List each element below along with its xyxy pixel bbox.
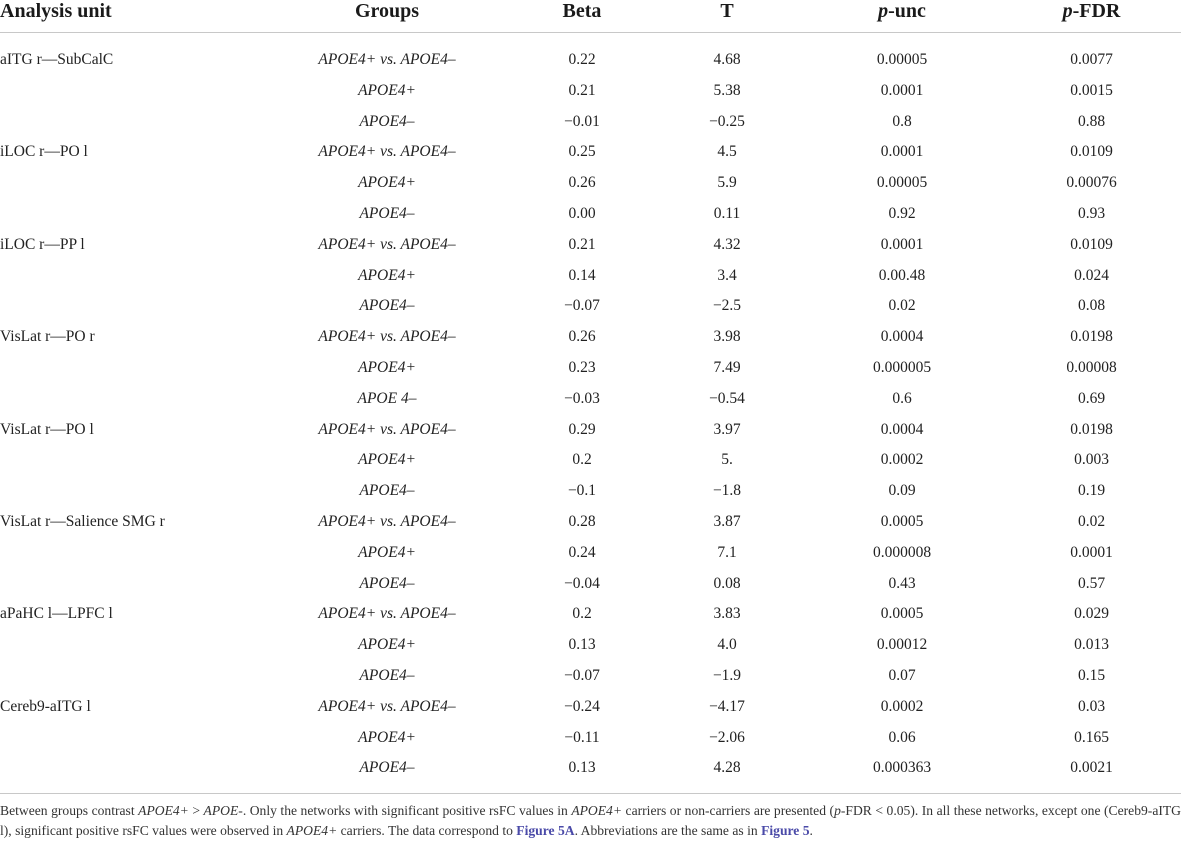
cell-t: −2.5 <box>712 297 742 315</box>
header-row <box>0 0 1181 33</box>
footnote-text: carriers. The data correspond to <box>337 823 517 838</box>
cell-p-unc: 0.00012 <box>876 636 928 654</box>
cell-analysis-unit <box>0 107 262 138</box>
cell-group: APOE4+ <box>358 451 416 469</box>
cell-p-unc: 0.00005 <box>876 174 928 192</box>
cell-analysis-unit <box>0 538 262 569</box>
cell-t: 0.11 <box>713 204 741 222</box>
cell-p-unc: 0.0001 <box>880 235 924 253</box>
table-row <box>0 261 1181 292</box>
cell-p-fdr: 0.0109 <box>1070 235 1113 253</box>
cell-p-unc: 0.07 <box>888 666 916 684</box>
cell-p-unc: 0.000005 <box>872 358 932 376</box>
cell-analysis-unit <box>0 476 262 507</box>
footnote-apoe4-plus: APOE4+ <box>571 803 623 818</box>
table-footnote <box>0 801 1181 841</box>
cell-p-unc: 0.92 <box>888 204 916 222</box>
table-row <box>0 353 1181 384</box>
cell-group: APOE4+ <box>358 358 416 376</box>
cell-t: 7.49 <box>713 358 741 376</box>
cell-analysis-unit <box>0 199 262 230</box>
cell-group: APOE4+ vs. APOE4– <box>318 328 456 346</box>
cell-p-fdr: 0.15 <box>1077 666 1106 684</box>
cell-analysis-unit <box>0 168 262 199</box>
table-header <box>0 0 1181 45</box>
table-row <box>0 291 1181 322</box>
cell-p-unc: 0.00005 <box>876 51 928 68</box>
header-spacer-cell <box>0 33 1181 46</box>
header-p-unc-suffix: -unc <box>888 0 926 22</box>
table-row <box>0 476 1181 507</box>
cell-group: APOE4+ <box>358 266 416 284</box>
cell-p-unc: 0.0004 <box>880 420 924 438</box>
cell-beta: 0.26 <box>568 328 596 346</box>
cell-beta: −0.03 <box>564 389 600 407</box>
cell-beta: −0.24 <box>564 697 600 715</box>
cell-t: 4.68 <box>713 51 741 68</box>
cell-p-fdr: 0.0198 <box>1070 420 1113 438</box>
cell-analysis-unit: aITG r—SubCalC <box>0 51 114 68</box>
table-row <box>0 630 1181 661</box>
cell-p-fdr: 0.024 <box>1074 266 1109 284</box>
cell-t: 7.1 <box>717 543 737 561</box>
cell-beta: 0.26 <box>568 174 596 192</box>
table-row <box>0 168 1181 199</box>
cell-p-unc: 0.0002 <box>880 697 924 715</box>
table-row <box>0 753 1181 784</box>
cell-beta: 0.13 <box>568 759 596 777</box>
table-row <box>0 76 1181 107</box>
footnote-text: carriers or non-carriers are presented ( <box>622 803 835 818</box>
cell-analysis-unit: VisLat r—Salience SMG r <box>0 512 165 530</box>
figure-5-link[interactable]: Figure 5 <box>761 823 810 838</box>
cell-beta: 0.24 <box>568 543 596 561</box>
footnote-apoe4-plus: APOE4+ <box>138 803 189 818</box>
cell-beta: 0.21 <box>568 81 596 99</box>
figure-5a-link[interactable]: Figure 5A <box>516 823 575 838</box>
header-p-unc-p: p <box>878 0 889 22</box>
header-spacer <box>0 33 1181 46</box>
cell-p-unc: 0.0001 <box>880 81 924 99</box>
cell-t: 3.98 <box>713 328 741 346</box>
header-t: T <box>652 0 802 33</box>
cell-analysis-unit <box>0 661 262 692</box>
cell-group: APOE4+ <box>358 543 416 561</box>
cell-group: APOE4– <box>359 204 415 222</box>
cell-t: 5.38 <box>713 81 741 99</box>
cell-p-unc: 0.0005 <box>880 605 924 623</box>
table-row <box>0 45 1181 76</box>
cell-group: APOE4+ <box>358 636 416 654</box>
cell-p-fdr: 0.93 <box>1077 204 1106 222</box>
cell-p-unc: 0.06 <box>888 728 916 746</box>
cell-p-unc: 0.02 <box>888 297 916 315</box>
footnote-apoe4-plus: APOE4+ <box>286 823 338 838</box>
cell-t: 3.4 <box>717 266 737 284</box>
cell-group: APOE4– <box>359 482 415 500</box>
cell-t: 4.0 <box>717 636 737 654</box>
footnote-text: . Abbreviations are the same as in <box>574 823 762 838</box>
cell-group: APOE4+ <box>358 174 416 192</box>
cell-group: APOE4+ vs. APOE4– <box>318 605 456 623</box>
cell-p-fdr: 0.00076 <box>1066 174 1117 192</box>
cell-analysis-unit <box>0 353 262 384</box>
cell-t: 4.5 <box>717 143 737 161</box>
table-row <box>0 692 1181 723</box>
footnote-apoe-minus: APOE- <box>203 803 243 818</box>
cell-p-unc: 0.0005 <box>880 512 924 530</box>
cell-beta: 0.29 <box>568 420 596 438</box>
header-beta: Beta <box>512 0 652 33</box>
cell-beta: 0.28 <box>568 512 596 530</box>
cell-beta: 0.2 <box>572 605 592 623</box>
table-row <box>0 445 1181 476</box>
cell-group: APOE4– <box>359 112 415 130</box>
cell-p-fdr: 0.0021 <box>1070 759 1113 777</box>
cell-p-fdr: 0.013 <box>1074 636 1109 654</box>
table-row <box>0 384 1181 415</box>
cell-group: APOE4+ vs. APOE4– <box>318 51 456 68</box>
cell-p-unc: 0.0002 <box>880 451 924 469</box>
cell-group: APOE4– <box>359 759 415 777</box>
cell-group: APOE4– <box>359 574 415 592</box>
cell-p-unc: 0.0004 <box>880 328 924 346</box>
table-row <box>0 230 1181 261</box>
table-row <box>0 723 1181 754</box>
cell-p-fdr: 0.029 <box>1074 605 1109 623</box>
cell-beta: 0.22 <box>568 51 596 68</box>
cell-analysis-unit <box>0 569 262 600</box>
cell-p-fdr: 0.165 <box>1074 728 1109 746</box>
table-body <box>0 45 1181 784</box>
cell-group: APOE4+ vs. APOE4– <box>318 235 456 253</box>
cell-t: 4.32 <box>713 235 741 253</box>
cell-analysis-unit: Cereb9-aITG l <box>0 697 91 715</box>
cell-group: APOE4+ vs. APOE4– <box>318 512 456 530</box>
cell-group: APOE4– <box>359 297 415 315</box>
cell-p-fdr: 0.0077 <box>1070 51 1113 68</box>
cell-p-unc: 0.000008 <box>872 543 932 561</box>
cell-beta: −0.07 <box>564 666 600 684</box>
footnote-text: Between groups contrast <box>0 803 139 818</box>
cell-analysis-unit <box>0 445 262 476</box>
cell-analysis-unit <box>0 753 262 784</box>
cell-p-unc: 0.00.48 <box>878 266 926 284</box>
cell-group: APOE4+ <box>358 728 416 746</box>
cell-beta: 0.00 <box>568 204 596 222</box>
cell-t: 3.97 <box>713 420 741 438</box>
cell-p-fdr: 0.88 <box>1077 112 1106 130</box>
table-row <box>0 507 1181 538</box>
cell-p-fdr: 0.57 <box>1077 574 1106 592</box>
cell-p-unc: 0.8 <box>892 112 912 130</box>
cell-analysis-unit: iLOC r—PP l <box>0 235 85 253</box>
cell-t: −2.06 <box>709 728 745 746</box>
cell-beta: 0.14 <box>568 266 596 284</box>
cell-p-unc: 0.09 <box>888 482 916 500</box>
table-row <box>0 661 1181 692</box>
cell-group: APOE4– <box>359 666 415 684</box>
cell-group: APOE 4– <box>357 389 417 407</box>
cell-beta: 0.23 <box>568 358 596 376</box>
table-row <box>0 322 1181 353</box>
cell-beta: 0.13 <box>568 636 596 654</box>
cell-t: −1.9 <box>712 666 742 684</box>
cell-analysis-unit <box>0 384 262 415</box>
cell-p-fdr: 0.0001 <box>1070 543 1113 561</box>
header-p-fdr-suffix: -FDR <box>1072 0 1121 22</box>
cell-t: 4.28 <box>713 759 741 777</box>
cell-p-unc: 0.43 <box>888 574 916 592</box>
footnote-text: . Only the networks with significant positive rsFC values in <box>242 803 572 818</box>
table-row <box>0 199 1181 230</box>
table-bottom-rule <box>0 793 1181 794</box>
cell-p-fdr: 0.0109 <box>1070 143 1113 161</box>
cell-group: APOE4+ vs. APOE4– <box>318 697 456 715</box>
cell-beta: 0.21 <box>568 235 596 253</box>
cell-t: −4.17 <box>709 697 745 715</box>
cell-beta: 0.2 <box>572 451 592 469</box>
cell-p-unc: 0.6 <box>892 389 912 407</box>
cell-t: −0.25 <box>709 112 745 130</box>
cell-analysis-unit: VisLat r—PO r <box>0 328 95 346</box>
cell-analysis-unit <box>0 76 262 107</box>
cell-p-unc: 0.0001 <box>880 143 924 161</box>
cell-t: 3.87 <box>713 512 741 530</box>
cell-beta: −0.07 <box>564 297 600 315</box>
table-row <box>0 107 1181 138</box>
cell-t: 5. <box>721 451 733 469</box>
cell-p-fdr: 0.0015 <box>1070 81 1113 99</box>
cell-p-fdr: 0.003 <box>1074 451 1109 469</box>
cell-t: 3.83 <box>713 605 741 623</box>
header-analysis-unit: Analysis unit <box>0 0 262 33</box>
cell-analysis-unit: VisLat r—PO l <box>0 420 94 438</box>
footnote-text: -FDR < 0.05). In all these networks, except one (Cereb9-aITG l), significant positive rsFC values were observed in <box>0 803 1181 838</box>
footnote-text: > <box>188 803 204 818</box>
cell-t: −1.8 <box>712 482 742 500</box>
cell-p-unc: 0.000363 <box>872 759 932 777</box>
cell-beta: −0.01 <box>564 112 600 130</box>
cell-analysis-unit <box>0 291 262 322</box>
cell-t: 0.08 <box>713 574 741 592</box>
cell-analysis-unit: aPaHC l—LPFC l <box>0 605 113 623</box>
footnote-text: . <box>809 823 813 838</box>
table-row <box>0 569 1181 600</box>
cell-p-fdr: 0.0198 <box>1070 328 1113 346</box>
cell-beta: −0.04 <box>564 574 600 592</box>
cell-analysis-unit <box>0 261 262 292</box>
table-row <box>0 538 1181 569</box>
cell-analysis-unit <box>0 723 262 754</box>
cell-group: APOE4+ vs. APOE4– <box>318 420 456 438</box>
cell-analysis-unit: iLOC r—PO l <box>0 143 88 161</box>
header-p-fdr <box>1002 0 1181 33</box>
cell-analysis-unit <box>0 630 262 661</box>
table-row <box>0 415 1181 446</box>
header-p-unc <box>802 0 1002 33</box>
cell-beta: 0.25 <box>568 143 596 161</box>
cell-p-fdr: 0.00008 <box>1066 358 1117 376</box>
footnote-p: p <box>834 803 841 818</box>
cell-beta: −0.11 <box>564 728 600 746</box>
cell-p-fdr: 0.02 <box>1077 512 1106 530</box>
cell-group: APOE4+ vs. APOE4– <box>318 143 456 161</box>
table-row <box>0 137 1181 168</box>
header-p-fdr-p: p <box>1062 0 1073 22</box>
cell-p-fdr: 0.69 <box>1077 389 1106 407</box>
cell-beta: −0.1 <box>567 482 597 500</box>
cell-t: 5.9 <box>717 174 737 192</box>
header-groups: Groups <box>262 0 512 33</box>
cell-t: −0.54 <box>709 389 745 407</box>
cell-p-fdr: 0.19 <box>1077 482 1106 500</box>
table-row <box>0 599 1181 630</box>
cell-group: APOE4+ <box>358 81 416 99</box>
cell-p-fdr: 0.03 <box>1077 697 1106 715</box>
cell-p-fdr: 0.08 <box>1077 297 1106 315</box>
